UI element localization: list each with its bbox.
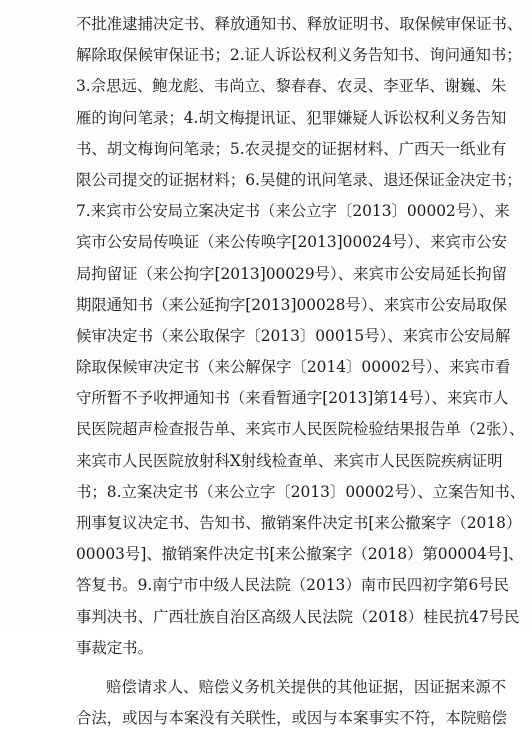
text-line: 守所暂不予收押通知书（来看暂通字[2013]第14号）、来宾市人 [76, 389, 509, 408]
text-line: 00003号]、撤销案件决定书[来公撤案字（2018）第00004号]、 [76, 545, 524, 564]
text-line: 来宾市人民医院放射科X射线检查单、来宾市人民医院疾病证明 [76, 451, 503, 470]
document-body [76, 0, 526, 734]
text-line: 不批准逮捕决定书、释放通知书、释放证明书、取保候审保证书、 [76, 15, 523, 33]
text-line: 7.来宾市公安局立案决定书（来公立字〔2013〕00002号）、来 [76, 202, 510, 221]
text-line: 解除取保候审保证书；2.证人诉讼权利义务告知书、询问通知书； [76, 46, 522, 65]
text-line: 书；8.立案决定书（来公立字〔2013〕00002号）、立案告知书、 [76, 482, 526, 501]
text-line: 除取保候审决定书（来公解保字〔2014〕00002号）、来宾市看 [76, 358, 511, 377]
text-line: 雁的询问笔录；4.胡文梅提讯证、犯罪嫌疑人诉讼权利义务告知 [76, 108, 507, 127]
text-line: 合法，或因与本案没有关联性，或因与本案事实不符，本院赔偿 [76, 709, 507, 728]
text-line: 刑事复议决定书、告知书、撤销案件决定书[来公撤案字（2018） [76, 514, 522, 532]
text-line: 宾市公安局传唤证（来公传唤字[2013]00024号）、来宾市公安 [76, 233, 508, 252]
text-line: 局拘留证（来公拘字[2013]00029号）、来宾市公安局延长拘留 [76, 264, 508, 283]
text-line: 限公司提交的证据材料；6.吴健的讯问笔录、退还保证金决定书； [76, 170, 522, 189]
text-line: 答复书。9.南宁市中级人民法院（2013）南市民四初字第6号民 [76, 576, 510, 595]
text-line: 事裁定书。 [76, 638, 153, 657]
text-line: 事判决书、广西壮族自治区高级人民法院（2018）桂民抗47号民 [76, 607, 520, 626]
text-line: 书、胡文梅询问笔录；5.农灵提交的证据材料、广西天一纸业有 [76, 139, 507, 158]
text-line: 民医院超声检查报告单、来宾市人民医院检验结果报告单（2张）、 [76, 420, 525, 439]
text-line: 候审决定书（来公取保字〔2013〕00015号）、来宾市公安局解 [76, 326, 511, 345]
text-line: 期限通知书（来公延拘字[2013]00028号）、来宾市公安局取保 [76, 295, 508, 314]
paragraph-first-line: 赔偿请求人、赔偿义务机关提供的其他证据，因证据来源不 [106, 677, 507, 696]
text-line: 3.佘思远、鲍龙彪、韦尚立、黎春春、农灵、李亚华、谢巍、朱 [76, 77, 507, 96]
